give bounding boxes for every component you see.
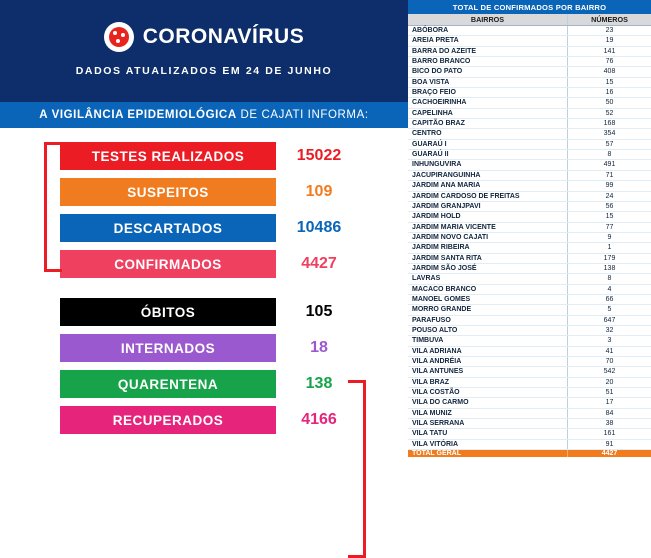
cell-bairro: BARRA DO AZEITE <box>408 47 568 56</box>
cell-bairro: JARDIM RIBEIRA <box>408 243 568 252</box>
authority-banner <box>0 102 408 128</box>
cell-numero: 84 <box>605 409 614 417</box>
table-title: TOTAL DE CONFIRMADOS POR BAIRRO <box>408 0 651 14</box>
indicator-label: DESCARTADOS <box>60 214 276 242</box>
cell-bairro: JARDIM ANA MARIA <box>408 181 568 190</box>
cell-bairro: MORRO GRANDE <box>408 305 568 314</box>
table-row <box>408 223 651 233</box>
cell-numero: 52 <box>605 109 614 117</box>
cell-numero: 408 <box>603 68 616 76</box>
coronavirus-icon <box>104 22 134 52</box>
indicator-value: 105 <box>276 298 362 326</box>
cell-bairro: JARDIM SÃO JOSÉ <box>408 264 568 273</box>
cell-bairro: MACACO BRANCO <box>408 285 568 294</box>
cell-numero: 161 <box>603 430 616 438</box>
table-row <box>408 212 651 222</box>
cell-numero: 77 <box>605 223 614 231</box>
update-prefix: DADOS ATUALIZADOS EM <box>75 65 242 77</box>
table-body <box>408 26 651 450</box>
table-row <box>408 171 651 181</box>
cell-numero: 542 <box>603 368 616 376</box>
table-row <box>408 233 651 243</box>
bracket-left-decoration <box>44 142 62 272</box>
table-row <box>408 336 651 346</box>
indicator-label: INTERNADOS <box>60 334 276 362</box>
cell-numero: 20 <box>605 378 614 386</box>
indicator-value: 18 <box>276 334 362 362</box>
cell-numero: 8 <box>607 151 612 159</box>
table-header-bairros: BAIRROS <box>408 14 568 25</box>
cell-bairro: POUSO ALTO <box>408 326 568 335</box>
indicator-group-gap <box>0 286 408 298</box>
cell-numero: 16 <box>605 89 614 97</box>
table-row <box>408 285 651 295</box>
cell-bairro: JARDIM MARIA VICENTE <box>408 223 568 232</box>
table-header-numeros: NÚMEROS <box>591 15 628 24</box>
table-row <box>408 398 651 408</box>
table-row <box>408 388 651 398</box>
cell-numero: 647 <box>603 316 616 324</box>
table-row <box>408 378 651 388</box>
cell-bairro: CAPITÃO BRAZ <box>408 119 568 128</box>
table-row <box>408 47 651 57</box>
logo-row <box>0 0 408 52</box>
banner-strong: A VIGILÂNCIA EPIDEMIOLÓGICA <box>39 109 237 121</box>
table-row <box>408 98 651 108</box>
cell-bairro: JACUPIRANGUINHA <box>408 171 568 180</box>
brand-title: CORONAVÍRUS <box>142 25 305 48</box>
cell-numero: 1 <box>607 244 612 252</box>
cell-numero: 66 <box>605 295 614 303</box>
indicator-row <box>0 298 408 326</box>
table-row <box>408 36 651 46</box>
cell-numero: 24 <box>605 192 614 200</box>
cell-numero: 138 <box>603 264 616 272</box>
cell-numero: 38 <box>605 420 614 428</box>
cell-numero: 15 <box>605 78 614 86</box>
indicator-label: SUSPEITOS <box>60 178 276 206</box>
cell-numero: 15 <box>605 213 614 221</box>
cell-bairro: VILA VITÓRIA <box>408 440 568 449</box>
cell-numero: 99 <box>605 182 614 190</box>
cell-bairro: BARRO BRANCO <box>408 57 568 66</box>
cell-bairro: TIMBUVA <box>408 336 568 345</box>
table-row <box>408 274 651 284</box>
cell-bairro: CACHOEIRINHA <box>408 98 568 107</box>
table-row <box>408 119 651 129</box>
indicator-value: 10486 <box>276 214 362 242</box>
cell-bairro: JARDIM HOLD <box>408 212 568 221</box>
cell-bairro: ABÓBORA <box>408 26 568 35</box>
cell-bairro: VILA SERRANA <box>408 419 568 428</box>
cell-numero: 50 <box>605 99 614 107</box>
cell-numero: 17 <box>605 399 614 407</box>
cell-numero: 491 <box>603 161 616 169</box>
cell-bairro: VILA BRAZ <box>408 378 568 387</box>
cell-bairro: VILA DO CARMO <box>408 398 568 407</box>
cell-numero: 354 <box>603 130 616 138</box>
banner-light: DE CAJATI INFORMA: <box>240 109 369 121</box>
indicator-value: 4166 <box>276 406 362 434</box>
cell-numero: 76 <box>605 58 614 66</box>
indicator-label: ÓBITOS <box>60 298 276 326</box>
table-row <box>408 409 651 419</box>
total-value: 4427 <box>601 450 618 458</box>
cell-bairro: PARAFUSO <box>408 316 568 325</box>
cell-numero: 5 <box>607 306 612 314</box>
cell-bairro: LAVRAS <box>408 274 568 283</box>
cell-bairro: BRAÇO FEIO <box>408 88 568 97</box>
indicator-value: 109 <box>276 178 362 206</box>
cell-bairro: JARDIM NOVO CAJATI <box>408 233 568 242</box>
indicator-value: 138 <box>276 370 362 398</box>
cell-numero: 179 <box>603 254 616 262</box>
table-row <box>408 202 651 212</box>
cell-bairro: VILA TATU <box>408 429 568 438</box>
cell-numero: 91 <box>605 440 614 448</box>
indicator-label: CONFIRMADOS <box>60 250 276 278</box>
header <box>0 0 408 102</box>
cell-numero: 4 <box>607 285 612 293</box>
neighborhood-table-panel <box>408 0 651 458</box>
table-row <box>408 305 651 315</box>
cell-bairro: BOA VISTA <box>408 78 568 87</box>
indicator-list <box>0 128 408 434</box>
cell-bairro: VILA ADRIANA <box>408 347 568 356</box>
table-row <box>408 78 651 88</box>
cell-bairro: BICO DO PATO <box>408 67 568 76</box>
table-row <box>408 316 651 326</box>
cell-bairro: JARDIM CARDOSO DE FREITAS <box>408 192 568 201</box>
cell-numero: 168 <box>603 120 616 128</box>
table-row <box>408 57 651 67</box>
cell-bairro: INHUNGUVIRA <box>408 160 568 169</box>
cell-bairro: GUARAÚ I <box>408 140 568 149</box>
table-row <box>408 326 651 336</box>
cell-bairro: VILA ANTUNES <box>408 367 568 376</box>
table-total-row <box>408 450 651 457</box>
table-row <box>408 243 651 253</box>
cell-numero: 71 <box>605 171 614 179</box>
indicator-row <box>0 406 408 434</box>
total-label: TOTAL GERAL <box>408 450 568 457</box>
cell-numero: 9 <box>607 233 612 241</box>
cell-bairro: MANOEL GOMES <box>408 295 568 304</box>
table-row <box>408 295 651 305</box>
table-row <box>408 367 651 377</box>
cell-bairro: VILA COSTÃO <box>408 388 568 397</box>
cell-numero: 56 <box>605 202 614 210</box>
cell-numero: 19 <box>605 37 614 45</box>
cell-numero: 3 <box>607 337 612 345</box>
table-row <box>408 429 651 439</box>
table-row <box>408 67 651 77</box>
cell-numero: 141 <box>603 47 616 55</box>
indicator-label: TESTES REALIZADOS <box>60 142 276 170</box>
indicator-label: QUARENTENA <box>60 370 276 398</box>
table-row <box>408 181 651 191</box>
cell-numero: 32 <box>605 326 614 334</box>
cell-bairro: JARDIM SANTA RITA <box>408 254 568 263</box>
cell-bairro: CENTRO <box>408 129 568 138</box>
table-row <box>408 88 651 98</box>
cell-numero: 57 <box>605 140 614 148</box>
table-row <box>408 140 651 150</box>
table-row <box>408 129 651 139</box>
table-row <box>408 264 651 274</box>
table-row <box>408 357 651 367</box>
update-date: 24 DE JUNHO <box>245 65 333 77</box>
cell-numero: 8 <box>607 275 612 283</box>
table-header-row <box>408 14 651 26</box>
indicator-label: RECUPERADOS <box>60 406 276 434</box>
indicator-value: 4427 <box>276 250 362 278</box>
cell-bairro: VILA MUNIZ <box>408 409 568 418</box>
table-row <box>408 26 651 36</box>
table-row <box>408 192 651 202</box>
table-row <box>408 440 651 450</box>
indicator-row <box>0 370 408 398</box>
cell-bairro: CAPELINHA <box>408 109 568 118</box>
update-subtitle <box>0 65 408 77</box>
cell-numero: 41 <box>605 347 614 355</box>
cell-numero: 70 <box>605 358 614 365</box>
cell-numero: 51 <box>605 389 614 397</box>
table-row <box>408 419 651 429</box>
indicator-row <box>0 334 408 362</box>
table-row <box>408 160 651 170</box>
table-row <box>408 109 651 119</box>
indicator-value: 15022 <box>276 142 362 170</box>
table-row <box>408 150 651 160</box>
bracket-right-decoration <box>348 380 366 558</box>
cell-bairro: GUARAÚ II <box>408 150 568 159</box>
table-row <box>408 347 651 357</box>
cell-numero: 23 <box>605 27 614 34</box>
cell-bairro: JARDIM GRANJPAVI <box>408 202 568 211</box>
cell-bairro: VILA ANDRÉIA <box>408 357 568 366</box>
table-row <box>408 254 651 264</box>
cell-bairro: AREIA PRETA <box>408 36 568 45</box>
